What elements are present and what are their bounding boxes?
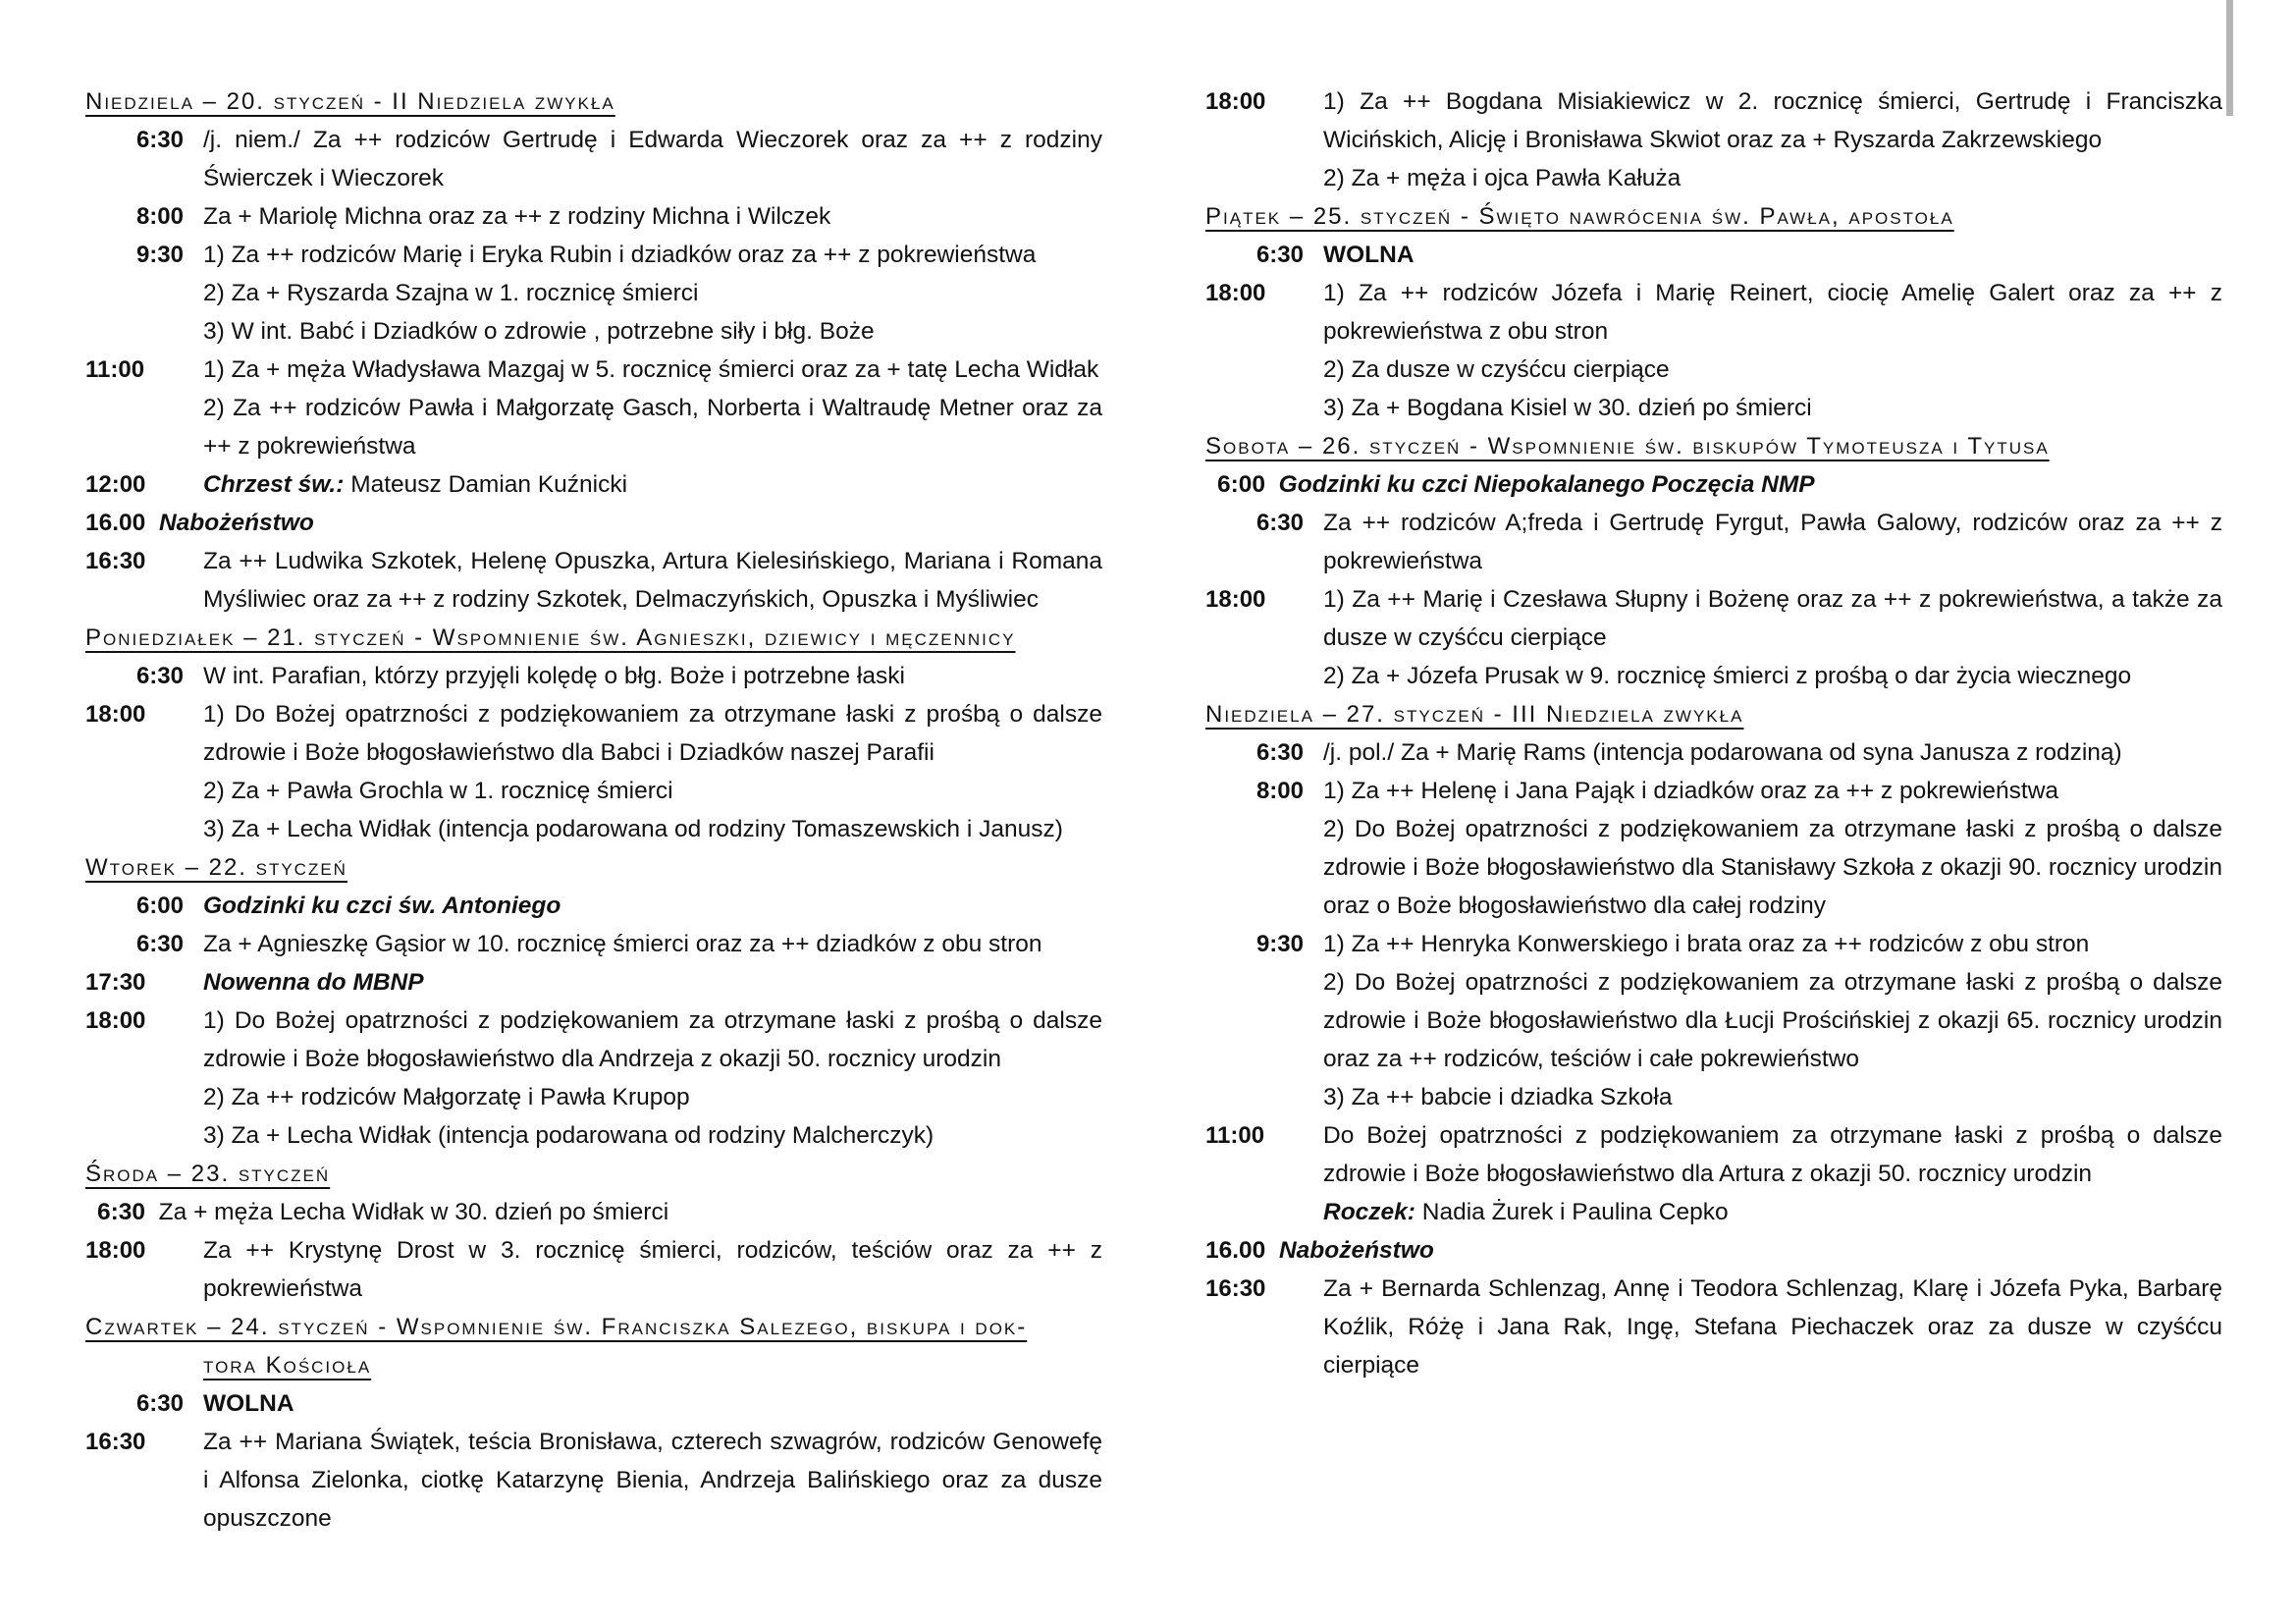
mass-time: 6:30 (135, 931, 184, 957)
mass-entry (85, 1001, 1102, 1155)
mass-intention: 1) Do Bożej opatrzności z podziękowaniem za otrzymane łaski z prośbą o dalsze zdrowie i Boże błogosławieństwo dla Andrzeja z okazji 50. rocznicy urodzin (203, 1007, 1102, 1072)
devotion-time: 6:00 (1217, 471, 1266, 498)
mass-time: 12:00 (85, 471, 146, 498)
mass-entry (1205, 772, 2222, 925)
day-header-sunday-20: Niedziela – 20. styczeń - II Niedziela zwykła (85, 88, 615, 115)
mass-intention: Za + Mariolę Michna oraz za ++ z rodziny Michna i Wilczek (203, 203, 831, 230)
mass-intention: 2) Za + Józefa Prusak w 9. rocznicę śmierci z prośbą o dar życia wiecznego (1323, 663, 2132, 689)
baptism-label: Chrzest św.: (203, 471, 345, 498)
mass-entry (85, 197, 1102, 236)
first-birthday-names: Nadia Żurek i Paulina Cepko (1415, 1199, 1729, 1225)
mass-entry (85, 236, 1102, 351)
mass-time: 6:30 (1255, 739, 1304, 766)
mass-entry (85, 887, 1102, 925)
mass-entry (1205, 504, 2222, 580)
mass-intention: 3) Za + Lecha Widłak (intencja podarowana od rodziny Malcherczyk) (203, 1122, 934, 1149)
mass-entry (85, 925, 1102, 963)
mass-time: 18:00 (1205, 88, 1266, 115)
mass-entry (85, 465, 1102, 504)
mass-time: 9:30 (135, 242, 184, 268)
mass-time: 6:30 (1255, 510, 1304, 536)
mass-intention: 2) Za ++ rodziców Małgorzatę i Pawła Krupop (203, 1084, 690, 1110)
mass-intention: 2) Za ++ rodziców Pawła i Małgorzatę Gasch, Norberta i Waltraudę Metner oraz za ++ z pokrewieństwa (203, 395, 1102, 460)
mass-time: 8:00 (1255, 778, 1304, 804)
day-header-monday-21: Poniedziałek – 21. styczeń - Wspomnienie św. Agnieszki, dziewicy i męczennicy (85, 624, 1016, 651)
mass-entry (85, 963, 1102, 1001)
mass-intention: 1) Za ++ rodziców Józefa i Marię Reinert, ciocię Amelię Galert oraz za ++ z pokrewieństwa z obu stron (1323, 280, 2222, 345)
mass-entry (1205, 82, 2222, 197)
mass-intention: 1) Za ++ Bogdana Misiakiewicz w 2. rocznicę śmierci, Gertrudę i Franciszka Wicińskich, Alicję i Bronisława Skwiot oraz za + Ryszarda Zakrzewskiego (1323, 88, 2222, 153)
mass-entry (85, 1231, 1102, 1308)
mass-time: 6:30 (97, 1199, 146, 1225)
mass-intention: 3) W int. Babć i Dziadków o zdrowie , potrzebne siły i błg. Boże (203, 318, 875, 345)
mass-intention: Za ++ Mariana Świątek, teścia Bronisława, czterech szwagrów, rodziców Genowefę i Alfonsa Zielonka, ciotkę Katarzynę Bienia, Andrzeja Balińskiego oraz za dusze opuszczone (203, 1429, 1102, 1532)
mass-time: 6:30 (1255, 242, 1304, 268)
mass-intention: 2) Za + Pawła Grochla w 1. rocznicę śmierci (203, 778, 673, 804)
mass-intention: 1) Za ++ Marię i Czesława Słupny i Bożenę oraz za ++ z pokrewieństwa, a także za dusze w czyśćcu cierpiące (1323, 586, 2222, 651)
mass-entry (85, 695, 1102, 848)
mass-intention: 1) Do Bożej opatrzności z podziękowaniem za otrzymane łaski z prośbą o dalsze zdrowie i Boże błogosławieństwo dla Babci i Dziadków naszej Parafii (203, 701, 1102, 766)
mass-intention: 3) Za ++ babcie i dziadka Szkoła (1323, 1084, 1673, 1110)
mass-entry (1205, 1116, 2222, 1231)
mass-time: 18:00 (85, 1007, 146, 1034)
day-header-saturday-26: Sobota – 26. styczeń - Wspomnienie św. biskupów Tymoteusza i Tytusa (1205, 433, 2050, 460)
day-header-thursday-24 (85, 1308, 1102, 1384)
mass-time: 6:30 (135, 663, 184, 689)
mass-time: 18:00 (1205, 586, 1266, 613)
service-label: Nabożeństwo (158, 510, 314, 536)
mass-intention: 2) Za dusze w czyśćcu cierpiące (1323, 356, 1670, 383)
mass-intention: Za + Agnieszkę Gąsior w 10. rocznicę śmierci oraz za ++ dziadków z obu stron (203, 931, 1042, 957)
left-column (85, 82, 1102, 1538)
devotion-label: Nowenna do MBNP (203, 969, 424, 996)
day-header-line: Czwartek – 24. styczeń - Wspomnienie św. Franciszka Salezego, biskupa i dok- (85, 1314, 1028, 1340)
right-column (1205, 82, 2222, 1384)
mass-time: 16:30 (85, 1429, 146, 1455)
service-entry (85, 504, 1102, 542)
mass-entry (1205, 925, 2222, 1116)
day-header-line: tora Kościoła (203, 1352, 372, 1379)
mass-entry (85, 542, 1102, 619)
mass-time: 18:00 (85, 701, 146, 728)
mass-time: 11:00 (1205, 1122, 1265, 1149)
mass-intention: 1) Za ++ Helenę i Jana Pająk i dziadków oraz za ++ z pokrewieństwa (1323, 778, 2059, 804)
service-time: 16.00 (1205, 1237, 1266, 1264)
mass-entry (1205, 733, 2222, 772)
devotion-entry (1205, 465, 2222, 504)
mass-entry (85, 121, 1102, 197)
mass-intention: 2) Do Bożej opatrzności z podziękowaniem za otrzymane łaski z prośbą o dalsze zdrowie i Boże błogosławieństwo dla Łucji Prościńskiej z okazji 65. rocznicy urodzin oraz za ++ rodziców, teściów i całe pokrewieństwo (1323, 969, 2222, 1072)
first-birthday-label: Roczek: (1323, 1199, 1415, 1225)
mass-intention: 1) Za + męża Władysława Mazgaj w 5. rocznicę śmierci oraz za + tatę Lecha Widłak (203, 356, 1099, 383)
mass-time: 16:30 (85, 548, 146, 574)
day-header-friday-25: Piątek – 25. styczeń - Święto nawrócenia św. Pawła, apostoła (1205, 203, 1954, 230)
mass-time: 6:30 (135, 1390, 184, 1417)
mass-time: 17:30 (85, 969, 146, 996)
devotion-label: Godzinki ku czci św. Antoniego (203, 893, 561, 919)
mass-intention: 3) Za + Bogdana Kisiel w 30. dzień po śmierci (1323, 395, 1812, 421)
service-label: Nabożeństwo (1278, 1237, 1434, 1264)
day-header-tuesday-22: Wtorek – 22. styczeń (85, 854, 347, 881)
mass-time: 8:00 (135, 203, 184, 230)
devotion-label: Godzinki ku czci Niepokalanego Poczęcia NMP (1278, 471, 1815, 498)
mass-intention: Za ++ rodziców A;freda i Gertrudę Fyrgut, Pawła Galowy, rodziców oraz za ++ z pokrewieństwa (1323, 510, 2222, 574)
mass-intention: /j. niem./ Za ++ rodziców Gertrudę i Edwarda Wieczorek oraz za ++ z rodziny Świerczek i Wieczorek (203, 127, 1102, 191)
mass-entry (85, 1423, 1102, 1538)
mass-time: 6:00 (135, 893, 184, 919)
mass-time: 6:30 (135, 127, 184, 153)
mass-intention: Do Bożej opatrzności z podziękowaniem za otrzymane łaski z prośbą o dalsze zdrowie i Boże błogosławieństwo dla Artura z okazji 50. rocznicy urodzin (1323, 1122, 2222, 1187)
mass-entry (85, 1193, 1102, 1231)
mass-entry (1205, 236, 2222, 274)
mass-intention: Za ++ Krystynę Drost w 3. rocznicę śmierci, rodziców, teściów oraz za ++ z pokrewieństwa (203, 1237, 1102, 1302)
service-time: 16.00 (85, 510, 146, 536)
scrollbar-thumb[interactable] (2226, 0, 2233, 116)
mass-entry (1205, 1270, 2222, 1384)
mass-time: 11:00 (85, 356, 145, 383)
free-slot-label: WOLNA (1323, 242, 1415, 268)
mass-intention: 2) Za + Ryszarda Szajna w 1. rocznicę śmierci (203, 280, 699, 306)
mass-intention: 3) Za + Lecha Widłak (intencja podarowana od rodziny Tomaszewskich i Janusz) (203, 816, 1063, 842)
mass-intention: 1) Za ++ rodziców Marię i Eryka Rubin i dziadków oraz za ++ z pokrewieństwa (203, 242, 1037, 268)
mass-time: 18:00 (85, 1237, 146, 1264)
mass-entry (85, 657, 1102, 695)
mass-time: 18:00 (1205, 280, 1266, 306)
mass-intention: 2) Za + męża i ojca Pawła Kałuża (1323, 165, 1682, 191)
mass-intention: 2) Do Bożej opatrzności z podziękowaniem za otrzymane łaski z prośbą o dalsze zdrowie i Boże błogosławieństwo dla Stanisławy Szkoła z okazji 90. rocznicy urodzin oraz o Boże błogosławieństwo dla całej rodziny (1323, 816, 2222, 919)
mass-entry (1205, 274, 2222, 427)
mass-time: 9:30 (1255, 931, 1304, 957)
mass-intention: Za ++ Ludwika Szkotek, Helenę Opuszka, Artura Kielesińskiego, Mariana i Romana Myśliwiec oraz za ++ z rodziny Szkotek, Delmaczyńskich, Opuszka i Myśliwiec (203, 548, 1102, 613)
mass-intention: Za + męża Lecha Widłak w 30. dzień po śmierci (158, 1199, 669, 1225)
mass-intention: W int. Parafian, którzy przyjęli kolędę o błg. Boże i potrzebne łaski (203, 663, 905, 689)
free-slot-label: WOLNA (203, 1390, 294, 1417)
mass-entry (85, 351, 1102, 465)
mass-intention: 1) Za ++ Henryka Konwerskiego i brata oraz za ++ rodziców z obu stron (1323, 931, 2090, 957)
mass-entry (85, 1384, 1102, 1423)
first-birthday-entry (1323, 1193, 2222, 1231)
day-header-sunday-27: Niedziela – 27. styczeń - III Niedziela zwykła (1205, 701, 1744, 728)
day-header-wednesday-23: Środa – 23. styczeń (85, 1161, 331, 1187)
baptism-name: Mateusz Damian Kuźnicki (344, 471, 628, 498)
mass-intention: Za + Bernarda Schlenzag, Annę i Teodora Schlenzag, Klarę i Józefa Pyka, Barbarę Koźlik, Różę i Jana Rak, Ingę, Stefana Piechaczek oraz za dusze w czyśćcu cierpiące (1323, 1275, 2222, 1379)
service-entry (1205, 1231, 2222, 1270)
mass-intention: /j. pol./ Za + Marię Rams (intencja podarowana od syna Janusza z rodziną) (1323, 739, 2122, 766)
mass-entry (1205, 580, 2222, 695)
mass-time: 16:30 (1205, 1275, 1266, 1302)
